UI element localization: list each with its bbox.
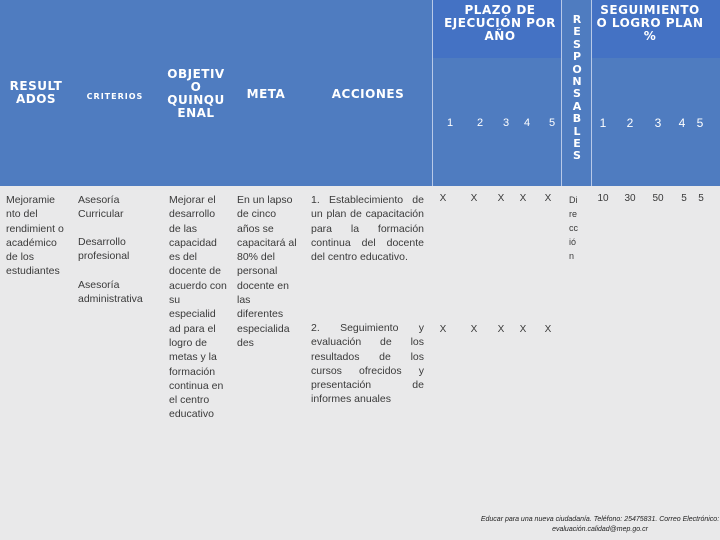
plazo-mark: X <box>544 193 552 204</box>
seguimiento-year-2: 2 <box>626 116 634 130</box>
cell-resultado: Mejoramie nto del rendimient o académico de los estudiantes <box>6 194 64 278</box>
header-seguimiento: SEGUIMIENTO O LOGRO PLAN % <box>596 3 704 43</box>
header-plazo: PLAZO DE EJECUCIÓN POR AÑO <box>444 3 556 43</box>
seguimiento-year-4: 4 <box>678 116 686 130</box>
cell-accion-1: 1. Establecimiento de un plan de capacitación para la formación continua del docente del centro educativo. <box>311 194 424 264</box>
cell-objetivo: Mejorar el desarrollo de las capacidad es del docente de acuerdo con su especialid ad para el logro de metas y la formación continua en el centro educativo <box>169 194 227 421</box>
cell-meta: En un lapso de cinco años se capacitará al 80% del personal docente en las diferentes especialida des <box>237 194 297 349</box>
header-resultados: RESULT ADOS <box>9 79 63 106</box>
seguimiento-year-5: 5 <box>696 116 704 130</box>
cell-responsable: Di re cc ió n <box>569 195 578 261</box>
header-criterios: CRITERIOS <box>86 92 144 101</box>
letter: N <box>572 75 582 89</box>
letter: O <box>572 62 582 76</box>
letter: S <box>573 149 581 163</box>
plazo-mark: X <box>470 324 478 335</box>
cell-criterio-3: Asesoría administrativa <box>78 279 143 306</box>
plazo-mark: X <box>519 193 527 204</box>
cell-criterio-2: Desarrollo profesional <box>78 236 130 263</box>
cell-criterio-1: Asesoría Curricular <box>78 194 124 221</box>
logro-value: 10 <box>597 193 609 204</box>
plazo-mark: X <box>519 324 527 335</box>
letter: A <box>572 99 582 113</box>
letter: S <box>573 37 581 51</box>
header-responsables <box>570 14 584 163</box>
plazo-mark: X <box>544 324 552 335</box>
letter: S <box>573 87 581 101</box>
divider <box>591 0 592 186</box>
plazo-year-4: 4 <box>523 117 531 129</box>
cell-accion-2: 2. Seguimiento y evaluación de los resultados de los cursos ofrecidos y presentación de informes anuales <box>311 322 424 406</box>
plazo-mark: X <box>439 324 447 335</box>
plazo-mark: X <box>497 193 505 204</box>
logro-value: 50 <box>652 193 664 204</box>
letter: P <box>572 50 582 64</box>
plazo-year-2: 2 <box>476 117 484 129</box>
plazo-mark: X <box>497 324 505 335</box>
header-acciones: ACCIONES <box>331 87 405 101</box>
letter: B <box>572 112 582 126</box>
letter: E <box>573 25 581 39</box>
letter: R <box>572 13 582 26</box>
header-objetivo: OBJETIV O QUINQU ENAL <box>167 67 225 120</box>
seguimiento-year-3: 3 <box>654 116 662 130</box>
divider <box>432 0 433 186</box>
plazo-year-1: 1 <box>446 117 454 129</box>
logro-value: 5 <box>698 193 704 204</box>
letter: L <box>573 124 581 138</box>
header-meta: META <box>246 87 286 101</box>
plazo-year-3: 3 <box>502 117 510 129</box>
divider <box>561 0 562 186</box>
logro-value: 30 <box>624 193 636 204</box>
plazo-mark: X <box>439 193 447 204</box>
logro-value: 5 <box>681 193 687 204</box>
plazo-mark: X <box>470 193 478 204</box>
seguimiento-year-1: 1 <box>599 116 607 130</box>
letter: E <box>573 137 581 151</box>
footer-contact: Educar para una nueva ciudadanía. Teléfono: 25475831. Correo Electrónico: evaluación.calidad@mep.go.cr <box>480 516 720 533</box>
plazo-year-5: 5 <box>548 117 556 129</box>
